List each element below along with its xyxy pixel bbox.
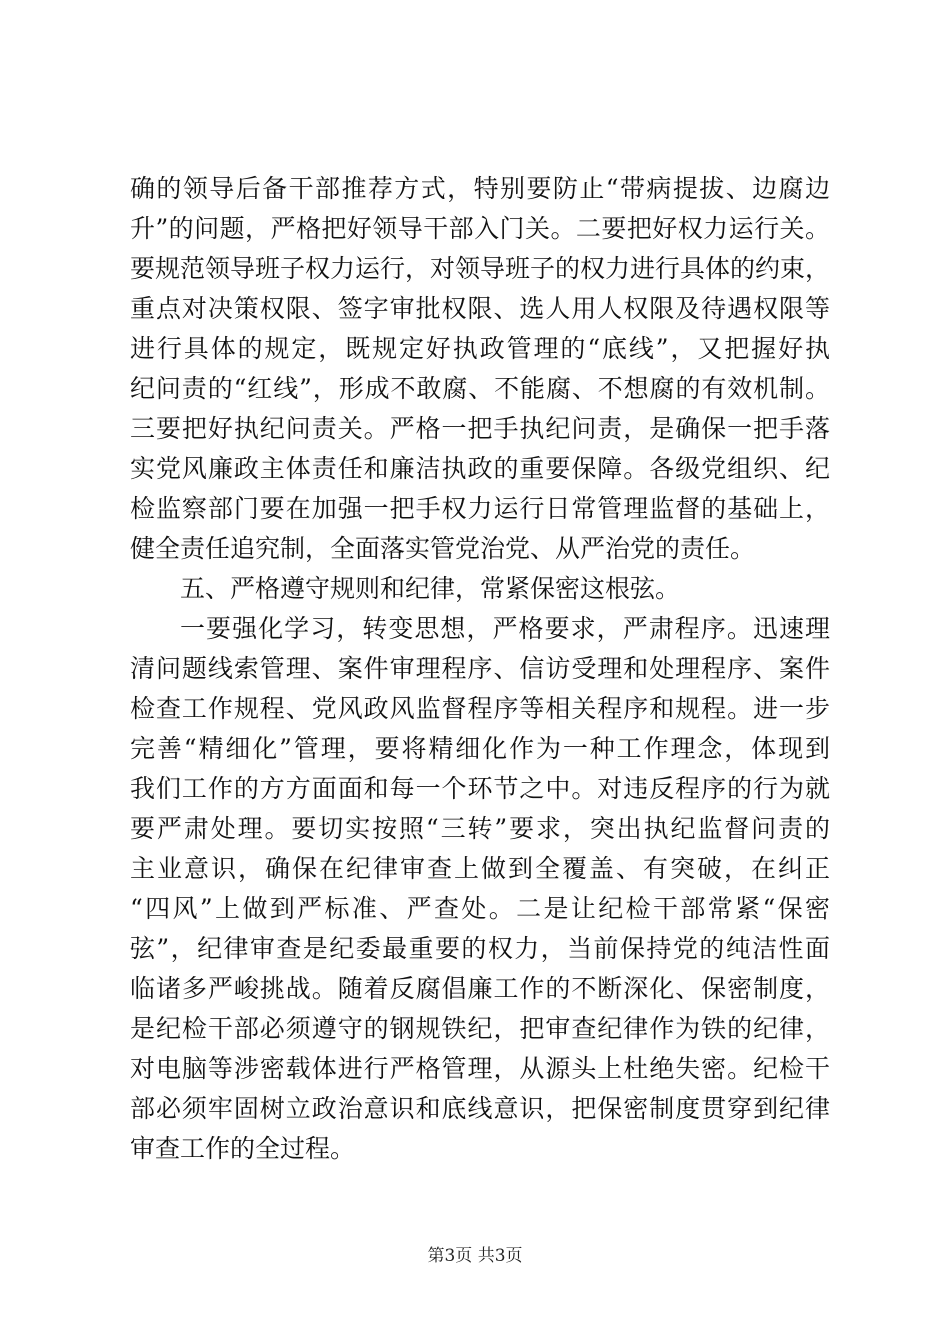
body-text: [130, 169, 830, 1169]
text-line: 清问题线索管理、案件审理程序、信访受理和处理程序、案件: [130, 654, 830, 683]
text-line: 要规范领导班子权力运行，对领导班子的权力进行具体的约束，: [130, 254, 831, 283]
text-line: 临诸多严峻挑战。随着反腐倡廉工作的不断深化、保密制度，: [130, 974, 830, 1003]
text-line: 三要把好执纪问责关。严格一把手执纪问责，是确保一把手落: [130, 414, 830, 443]
text-line: 实党风廉政主体责任和廉洁执政的重要保障。各级党组织、纪: [130, 454, 830, 483]
text-line: 弦”，纪律审查是纪委最重要的权力，当前保持党的纯洁性面: [130, 934, 830, 963]
text-line: 要严肃处理。要切实按照“三转”要求，突出执纪监督问责的: [130, 814, 830, 843]
text-line: 升”的问题，严格把好领导干部入门关。二要把好权力运行关。: [130, 214, 830, 243]
text-line: 主业意识，确保在纪律审查上做到全覆盖、有突破，在纠正: [130, 854, 830, 883]
text-line: 重点对决策权限、签字审批权限、选人用人权限及待遇权限等: [130, 294, 830, 323]
text-line: 对电脑等涉密载体进行严格管理，从源头上杜绝失密。纪检干: [130, 1054, 830, 1083]
text-line: 检监察部门要在加强一把手权力运行日常管理监督的基础上，: [130, 494, 830, 523]
text-line: 一要强化学习，转变思想，严格要求，严肃程序。迅速理: [180, 614, 830, 643]
text-line: 健全责任追究制，全面落实管党治党、从严治党的责任。: [130, 534, 756, 563]
text-line: 审查工作的全过程。: [130, 1134, 356, 1163]
text-line: 完善“精细化”管理，要将精细化作为一种工作理念，体现到: [130, 734, 830, 763]
text-line: “四风”上做到严标准、严查处。二是让纪检干部常紧“保密: [130, 894, 830, 923]
text-line: 部必须牢固树立政治意识和底线意识，把保密制度贯穿到纪律: [130, 1094, 830, 1123]
page-number: 第3页 共3页: [427, 1246, 523, 1266]
text-line: 我们工作的方方面面和每一个环节之中。对违反程序的行为就: [130, 774, 830, 803]
text-line: 检查工作规程、党风政风监督程序等相关程序和规程。进一步: [130, 694, 830, 723]
section-heading: 五、严格遵守规则和纪律，常紧保密这根弦。: [180, 574, 681, 603]
page-footer: [0, 1244, 950, 1268]
text-line: 进行具体的规定，既规定好执政管理的“底线”，又把握好执: [130, 334, 830, 363]
text-line: 确的领导后备干部推荐方式，特别要防止“带病提拔、边腐边: [130, 174, 830, 203]
text-line: 纪问责的“红线”，形成不敢腐、不能腐、不想腐的有效机制。: [130, 374, 830, 403]
text-line: 是纪检干部必须遵守的钢规铁纪，把审查纪律作为铁的纪律，: [130, 1014, 830, 1043]
